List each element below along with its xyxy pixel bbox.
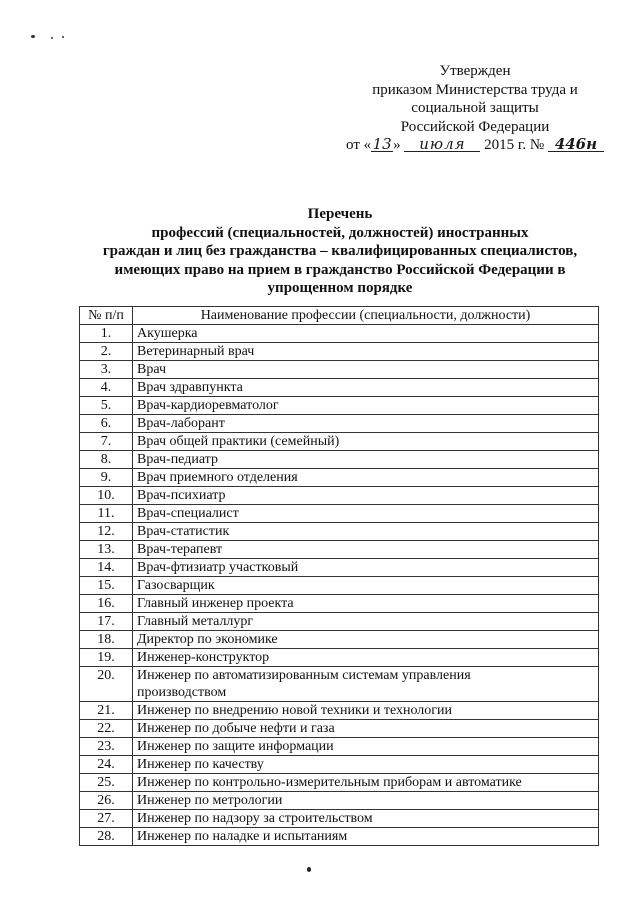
header-number: № п/п: [80, 307, 133, 325]
table-row: [80, 792, 599, 810]
order-year: 2015 г. №: [484, 137, 545, 153]
row-number: 4.: [80, 379, 133, 397]
row-number: 18.: [80, 631, 133, 649]
table-row: [80, 649, 599, 667]
row-name: Врач-специалист: [133, 505, 599, 523]
table-row: [80, 595, 599, 613]
table-row: [80, 487, 599, 505]
row-name: Врач-лаборант: [133, 415, 599, 433]
table-row: [80, 577, 599, 595]
row-number: 5.: [80, 397, 133, 415]
row-number: 3.: [80, 361, 133, 379]
row-name: Инженер по надзору за строительством: [133, 810, 599, 828]
row-number: 15.: [80, 577, 133, 595]
table-row: [80, 397, 599, 415]
row-name: Главный инженер проекта: [133, 595, 599, 613]
row-number: 19.: [80, 649, 133, 667]
row-number: 25.: [80, 774, 133, 792]
table-row: [80, 756, 599, 774]
row-number: 16.: [80, 595, 133, 613]
title-line: Перечень: [307, 206, 373, 222]
row-name: Врач приемного отделения: [133, 469, 599, 487]
row-name: Инженер по качеству: [133, 756, 599, 774]
row-name: Врач-психиатр: [133, 487, 599, 505]
approval-line: приказом Министерства труда и: [372, 81, 578, 98]
scan-speck: [31, 35, 35, 38]
table-row: [80, 828, 599, 846]
scan-speck: [62, 36, 64, 38]
row-name: Инженер по добыче нефти и газа: [133, 720, 599, 738]
row-number: 10.: [80, 487, 133, 505]
table-row: [80, 541, 599, 559]
row-number: 11.: [80, 505, 133, 523]
scan-speck: [51, 37, 53, 39]
row-name: Инженер по наладке и испытаниям: [133, 828, 599, 846]
row-name: Инженер по метрологии: [133, 792, 599, 810]
header-name: Наименование профессии (специальности, должности): [133, 307, 599, 325]
row-number: 23.: [80, 738, 133, 756]
title-line: упрощенном порядке: [267, 280, 413, 296]
row-name: [133, 667, 599, 702]
row-name: Ветеринарный врач: [133, 343, 599, 361]
approval-stamp: [330, 62, 620, 155]
row-name: Врач-фтизиатр участковый: [133, 559, 599, 577]
row-name-line: производством: [137, 685, 227, 700]
order-line: [330, 136, 620, 155]
row-name: Газосварщик: [133, 577, 599, 595]
row-number: 17.: [80, 613, 133, 631]
table-row: [80, 667, 599, 702]
row-number: 22.: [80, 720, 133, 738]
row-number: 13.: [80, 541, 133, 559]
row-name: Инженер по внедрению новой техники и технологии: [133, 702, 599, 720]
table-row: [80, 469, 599, 487]
approval-line: Утвержден: [439, 63, 511, 79]
row-number: 14.: [80, 559, 133, 577]
approval-line: социальной защиты: [411, 100, 539, 116]
row-number: 7.: [80, 433, 133, 451]
row-number: 2.: [80, 343, 133, 361]
document-title: [60, 205, 620, 298]
row-number: 9.: [80, 469, 133, 487]
row-name: Инженер по защите информации: [133, 738, 599, 756]
row-name: Врач-кардиоревматолог: [133, 397, 599, 415]
title-line: имеющих право на прием в гражданство Российской Федерации в: [114, 261, 566, 278]
row-name: Врач общей практики (семейный): [133, 433, 599, 451]
row-number: 6.: [80, 415, 133, 433]
approval-line: Российской Федерации: [400, 118, 550, 135]
row-name: Врач-терапевт: [133, 541, 599, 559]
table-row: [80, 702, 599, 720]
table-row: [80, 325, 599, 343]
table-row: [80, 523, 599, 541]
table-row: [80, 451, 599, 469]
title-line: граждан и лиц без гражданства – квалифицированных специалистов,: [102, 243, 578, 259]
order-mid: »: [393, 137, 401, 153]
order-day-handwritten: 13: [372, 135, 392, 153]
table-row: [80, 415, 599, 433]
table-row: [80, 559, 599, 577]
row-name: Главный металлург: [133, 613, 599, 631]
row-number: 27.: [80, 810, 133, 828]
page-mark: [307, 867, 311, 872]
table-row: [80, 738, 599, 756]
row-number: 1.: [80, 325, 133, 343]
order-prefix: от «: [346, 137, 372, 153]
order-number-handwritten: 446н: [548, 137, 604, 152]
professions-table: [79, 306, 599, 846]
row-name: Директор по экономике: [133, 631, 599, 649]
row-name: Врач-статистик: [133, 523, 599, 541]
row-name: Врач здравпункта: [133, 379, 599, 397]
row-number: 12.: [80, 523, 133, 541]
row-number: 24.: [80, 756, 133, 774]
row-number: 20.: [80, 667, 133, 702]
table-row: [80, 361, 599, 379]
row-number: 8.: [80, 451, 133, 469]
table-row: [80, 631, 599, 649]
row-name: Врач-педиатр: [133, 451, 599, 469]
table-row: [80, 505, 599, 523]
row-name: Врач: [133, 361, 599, 379]
table-row: [80, 720, 599, 738]
table-row: [80, 343, 599, 361]
table-row: [80, 774, 599, 792]
table-header-row: [80, 307, 599, 325]
row-name: Инженер по контрольно-измерительным приборам и автоматике: [133, 774, 599, 792]
row-number: 28.: [80, 828, 133, 846]
row-name: Акушерка: [133, 325, 599, 343]
row-number: 26.: [80, 792, 133, 810]
row-name: Инженер-конструктор: [133, 649, 599, 667]
row-name-line: Инженер по автоматизированным системам управления: [137, 668, 471, 683]
order-month-handwritten: июля: [404, 137, 480, 152]
table-row: [80, 433, 599, 451]
row-number: 21.: [80, 702, 133, 720]
table-row: [80, 810, 599, 828]
table-row: [80, 379, 599, 397]
title-line: профессий (специальностей, должностей) иностранных: [151, 224, 529, 241]
table-row: [80, 613, 599, 631]
